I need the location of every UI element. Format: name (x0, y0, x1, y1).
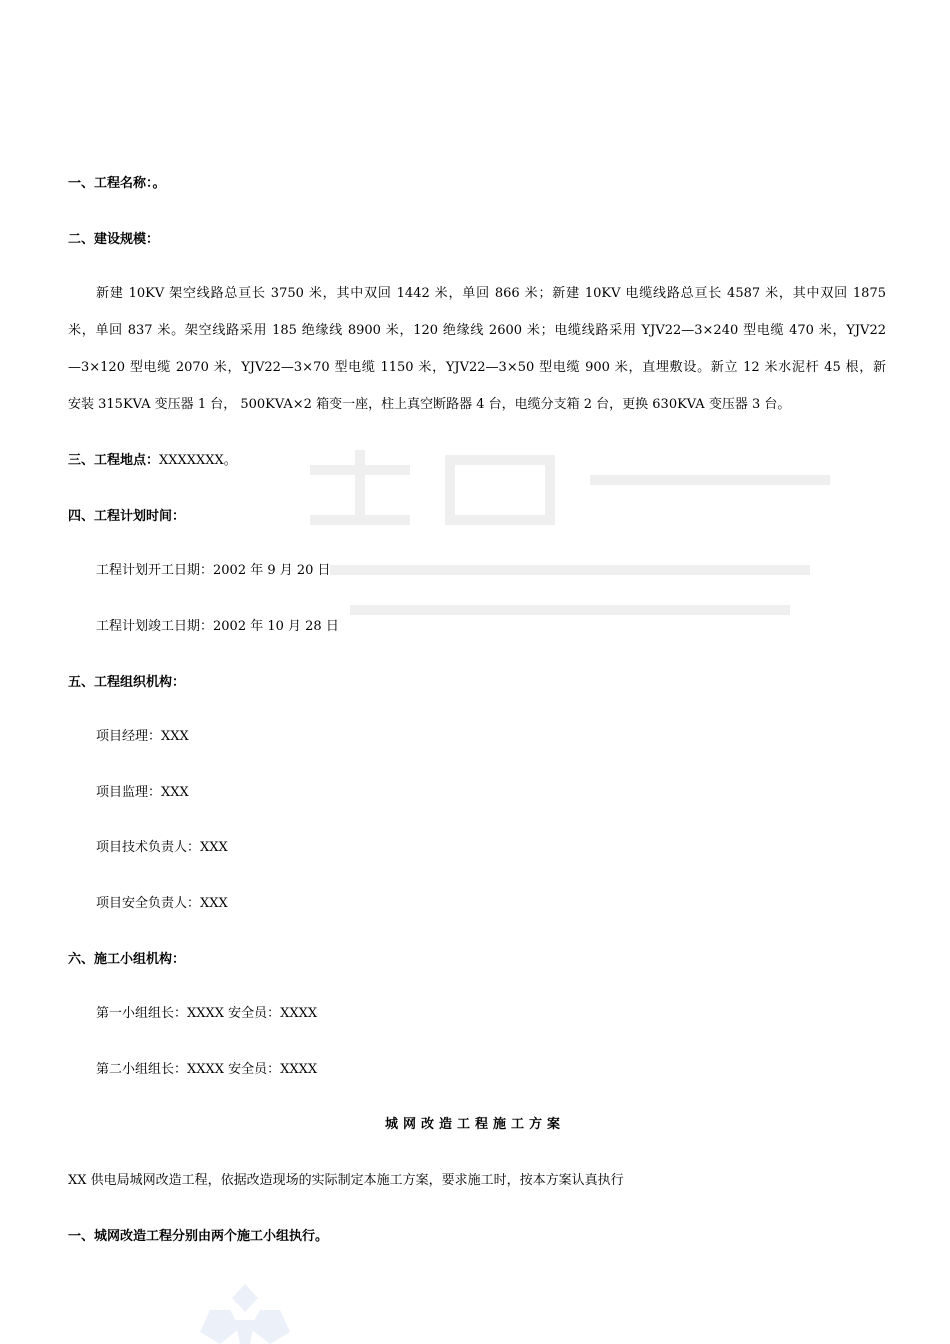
section-4-title: 四、工程计划时间： (68, 509, 186, 524)
project-location: XXXXXXX。 (159, 453, 237, 468)
org-item: 项目经理：XXX (96, 729, 189, 744)
section-5-title: 五、工程组织机构： (68, 675, 186, 690)
end-date: 工程计划竣工日期：2002 年 10 月 28 日 (96, 619, 339, 634)
paragraph-line: —3×120 型电缆 2070 米，YJV22—3×70 型电缆 1150 米，YJV22—3×50 型电缆 900 米，直埋敷设。新立 12 米水泥杆 45 根，新 (68, 360, 886, 375)
plan-intro: XX 供电局城网改造工程，依据改造现场的实际制定本施工方案，要求施工时，按本方案认真执行 (68, 1173, 624, 1188)
team-item: 第二小组组长：XXXX 安全员：XXXX (96, 1062, 318, 1077)
paragraph-line: 米，单回 837 米。架空线路采用 185 绝缘线 8900 米，120 绝缘线 2600 米；电缆线路采用 YJV22—3×240 型电缆 470 米，YJV22 (68, 323, 886, 338)
section-6-title: 六、施工小组机构： (68, 952, 186, 967)
plan-point-1: 一、城网改造工程分别由两个施工小组执行。 (68, 1229, 329, 1244)
team-item: 第一小组组长：XXXX 安全员：XXXX (96, 1006, 318, 1021)
section-2-title: 二、建设规模： (68, 232, 160, 247)
section-3-title: 三、工程地点： (68, 453, 160, 468)
section-1-title: 一、工程名称：。 (68, 176, 166, 191)
org-item: 项目技术负责人：XXX (96, 840, 228, 855)
org-item: 项目监理：XXX (96, 785, 189, 800)
paragraph-line: 安装 315KVA 变压器 1 台， 500KVA×2 箱变一座，柱上真空断路器 4 台，电缆分支箱 2 台，更换 630KVA 变压器 3 台。 (68, 397, 791, 412)
snowflake-logo-icon (190, 1280, 300, 1344)
watermark-icon (290, 430, 850, 630)
plan-title: 城网改造工程施工方案 (384, 1117, 565, 1132)
paragraph-line: 新建 10KV 架空线路总亘长 3750 米，其中双回 1442 米，单回 866 米；新建 10KV 电缆线路总亘长 4587 米，其中双回 1875 (96, 286, 886, 301)
section-3-line (68, 452, 237, 470)
start-date: 工程计划开工日期：2002 年 9 月 20 日 (96, 563, 331, 578)
section-2-paragraph (68, 285, 886, 433)
org-item: 项目安全负责人：XXX (96, 896, 228, 911)
